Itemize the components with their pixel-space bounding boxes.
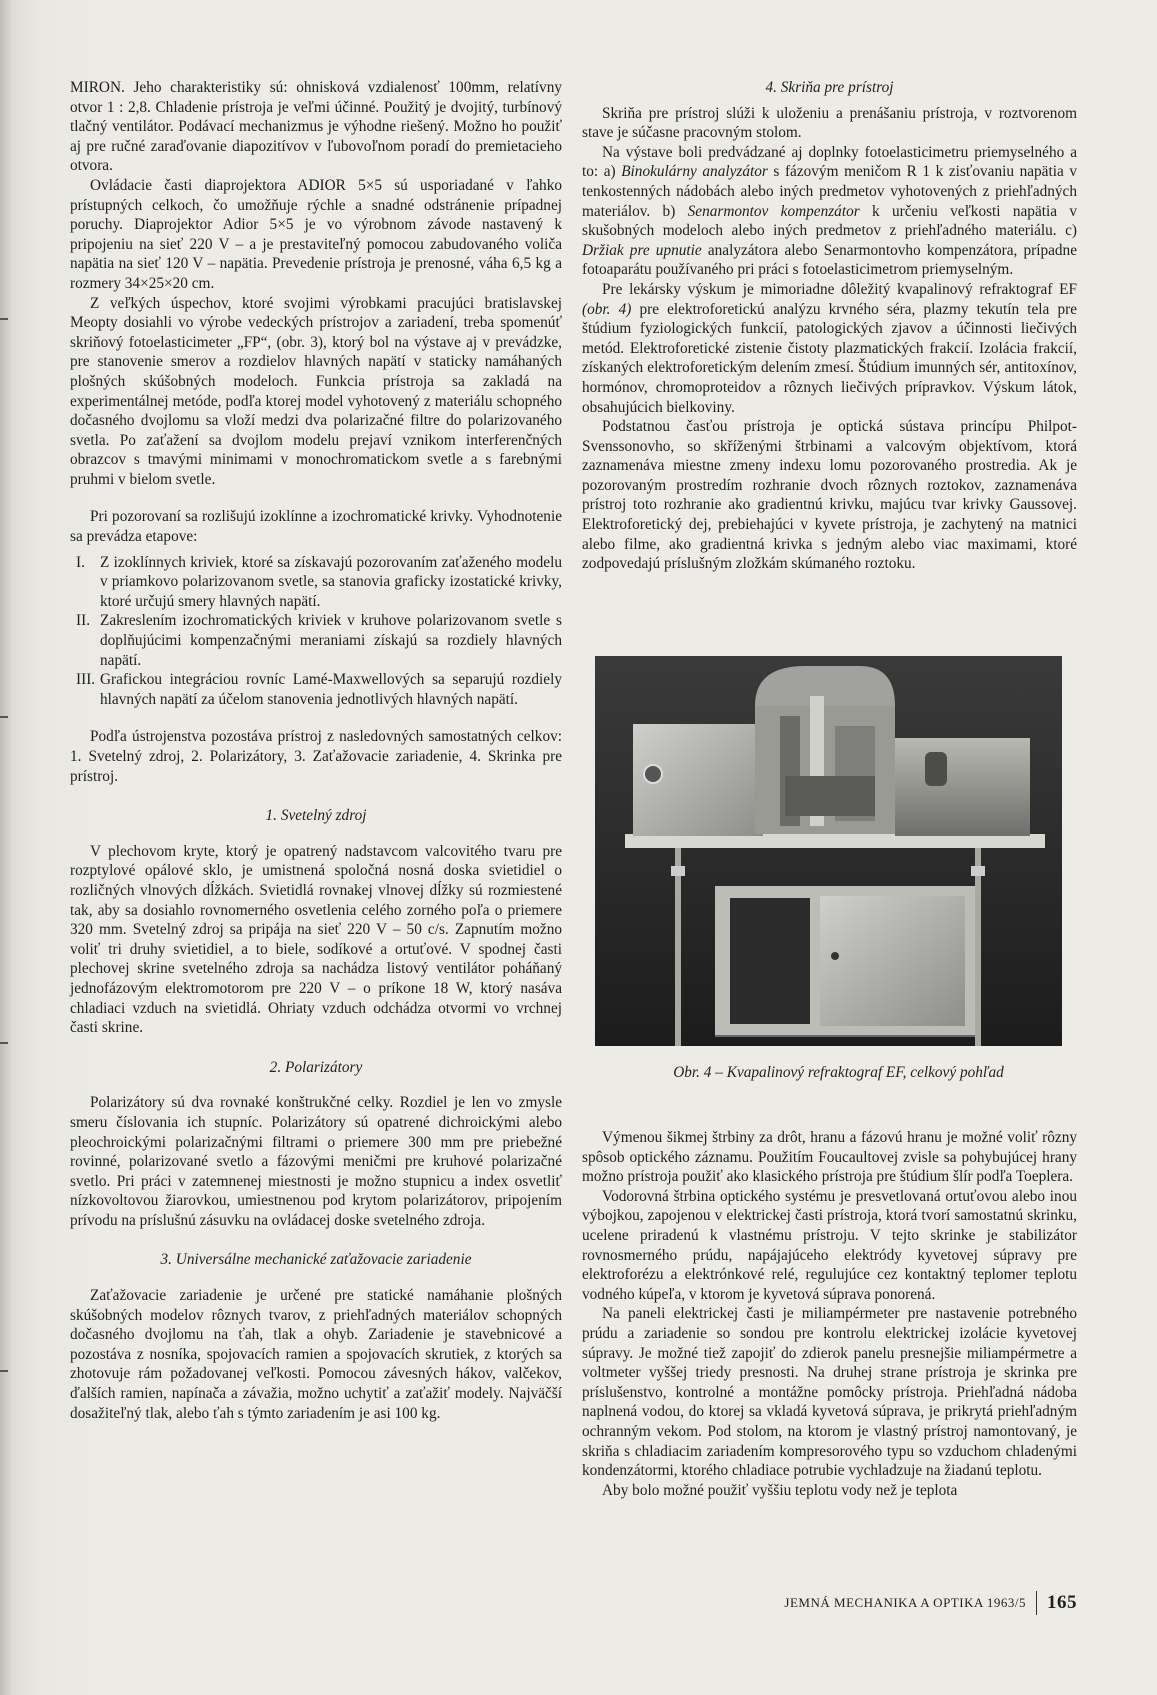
binding-shadow bbox=[0, 0, 14, 1695]
paragraph: Skriňa pre prístroj slúži k uloženiu a prenášaniu prístroja, v roztvorenom stave je súčasne pracovným stolom. bbox=[582, 104, 1077, 142]
margin-mark bbox=[0, 716, 8, 718]
margin-mark bbox=[0, 1042, 8, 1044]
paragraph: Polarizátory sú dva rovnaké konštrukčné celky. Rozdiel je len vo zmysle smeru číslovania ich stupníc. Polarizátory sú opatrené dichroickými alebo pleochroickými polarizačnými filtrami o priemere 300 mm pre priebežné rovinné, polarizované svetlo a fázovými meničmi pre kruhové polarizačné svetlo. Pri práci v zatemnenej miestnosti je možno stupnicu a index osvetliť nízkovoltovou žiarovkou, umiestnenou pod krytom polarizátorov, pripojením prívodu na príslušnú zásuvku na ovládacej doske svetelného zdroja. bbox=[70, 1094, 562, 1229]
paragraph: Výmenou šikmej štrbiny za drôt, hranu a fázovú hranu je možné voliť rôzny spôsob optického záznamu. Použitím Foucaultovej zvisle sa pohybujúcej hrany možno prístroja použiť ako klasického prístroja pre štúdium šlír podľa Toeplera. bbox=[582, 1129, 1077, 1186]
page-footer bbox=[784, 1591, 1077, 1615]
paragraph: Pri pozorovaní sa rozlišujú izoklínne a izochromatické krivky. Vyhodnotenie sa prevádza etapove: bbox=[70, 508, 562, 546]
paragraph: Zaťažovacie zariadenie je určené pre statické namáhanie plošných skúšobných modelov rôznych tvarov, z priehľadných materiálov schopných dočasného dvojlomu na ťah, tlak a ohyb. Zariadenie je stavebnicové a pozostáva z nosníka, spojovacích ramien a spojovacích skrutiek, z ktorých sa zhotovuje rám požadovanej veľkosti. Pomocou závesných hákov, valčekov, ďalších ramien, napínača a závažia, možno uchytiť a zaťažiť modely. Najväčší dosažiteľný tlak, alebo ťah s týmto zariadením je asi 100 kg. bbox=[70, 1287, 562, 1422]
photo-illustration bbox=[595, 656, 1062, 1046]
paragraph: Ovládacie časti diaprojektora ADIOR 5×5 sú usporiadané v ľahko prístupných celkoch, čo umožňuje rýchle a snadné odstránenie prípadnej poruchy. Diaprojektor Adior 5×5 je vo výrobnom závode nastavený k pripojeniu na sieť 220 V – a je prestaviteľný pomocou zabudovaného voliča napätia na sieť 120 V – napätia. Prevedenie prístroja je prenosné, váha 6,5 kg a rozmery 34×25×20 cm. bbox=[70, 176, 562, 292]
paragraph: Z veľkých úspechov, ktoré svojimi výrobkami pracujúci bratislavskej Meopty dosiahli vo výrobe vedeckých prístrojov a zariadení, treba spomenúť skriňový fotoelasticimeter „FP“, (obr. 3), ktorý bol na výstave aj v prevádzke, pre stanovenie smerov a rozdielov hlavných napätí v staticky namáhaných plošných skúšobných modeloch. Funkcia prístroja sa zakladá na experimentálnej metóde, podľa ktorej model vyhotovený z materiálu schopného dočasného dvojlomu sa vloží medzi dva polarizačné filtre do polarizovaného svetla. Po zaťažení sa dvojlom modelu prejaví vznikom interferenčných obrazcov s tmavými minimami v monochromatickom svetle a s farebnými pruhmi v bielom svetle. bbox=[70, 294, 562, 488]
figure-caption: Obr. 4 – Kvapalinový refraktograf EF, celkový pohľad bbox=[673, 1064, 1004, 1081]
paragraph: Aby bolo možné použiť vyššiu teplotu vody než je teplota bbox=[602, 1481, 958, 1499]
section-heading: 1. Svetelný zdroj bbox=[265, 807, 367, 825]
paragraph: Pre lekársky výskum je mimoriadne dôležitý kvapalinový refraktograf EF (obr. 4) pre elektroforetickú analýzu krvného séra, plazmy tekutín tela pre štúdium fyziologických funkcií, patologických zjavov a účinnosti liečivých metód. Elektroforetické zistenie čistoty plazmatických frakcií. Izolácia frakcií, získaných elektroforetickým delením zmesí. Štúdium imunných sér, antitoxínov, hormónov, chromoproteidov a rôznych liečivých prípravkov. Výskum látok, obsahujúcich bielkoviny. bbox=[582, 280, 1077, 416]
left-column bbox=[70, 78, 562, 1423]
right-column bbox=[582, 78, 1077, 574]
margin-mark bbox=[0, 318, 8, 320]
right-column-lower bbox=[582, 1128, 1077, 1500]
journal-name: JEMNÁ MECHANIKA A OPTIKA 1963/5 bbox=[784, 1595, 1026, 1610]
page-number: 165 bbox=[1047, 1592, 1077, 1613]
section-heading: 3. Universálne mechanické zaťažovacie zariadenie bbox=[160, 1251, 472, 1269]
paragraph: Podstatnou časťou prístroja je optická sústava princípu Philpot-Svenssonovho, so skříženými štrbinami a valcovým objektívom, ktorá zaznamenáva miestne zmeny indexu lomu pozorovaného prostredia. Ak je pozorovaným prostredím rozhranie dvoch rôznych roztokov, zaznamenáva prístroj toto rozhranie ako gradientnú krivku, majúcu tvar krivky Gaussovej. Elektroforetický dej, prebiehajúci v kyvete prístroja, je zachytený na matnici alebo filme, ako gradientná krivka s jedným alebo viac maximami, ktoré zodpovedajú príslušným zložkám skúmaného roztoku. bbox=[582, 418, 1077, 573]
paragraph: Na výstave boli predvádzané aj doplnky fotoelasticimetru priemyselného a to: a) Binokulárny analyzátor s fázovým meničom R 1 k zisťovaniu napätia v tenkostenných nádobách alebo iných predmetov vyhotovených z priehľadných materiálov. b) Senarmontov kompenzátor k určeniu veľkosti napätia v skušobných modeloch alebo iných predmetov z priehľadného materiálu. c) Držiak pre upnutie analyzátora alebo Senarmontovho kompenzátora, prípadne fotoaparátu používaného pri práci s fotoelasticimetrom priemyselným. bbox=[582, 143, 1077, 279]
paragraph: Na paneli elektrickej časti je miliampérmeter pre nastavenie potrebného prúdu a zariadenie so sondou pre kontrolu elektrickej izolácie kyvetovej súpravy. Je možné tiež zapojiť do zdierok panelu presnejšie miliampérmetre a voltmeter vyššej triedy presnosti. Na druhej strane prístroja je skrinka pre príslušenstvo, kontrolné a montážne pomôcky prístroja. Priehľadná nádoba naplnená vodou, do ktorej sa vkladá kyvetová súprava, je prikrytá priehľadným ochranným vekom. Pod stolom, na ktorom je vlastný prístroj namontovaný, je skriňa s chladiacim zariadením kompresorového typu so vzduchom chladenými kondenzátormi, ktorého chladiace potrubie vychladzuje na žiadanú teplotu. bbox=[582, 1305, 1077, 1480]
section-heading: 2. Polarizátory bbox=[269, 1058, 363, 1076]
list-item: II. Zakreslením izochromatických kriviek v kruhove polarizovanom svetle s doplňujúcimi kompenzačnými meraniami získajú sa rozdiely hlavných napätí. bbox=[76, 612, 562, 669]
margin-mark bbox=[0, 1370, 8, 1372]
paragraph: V plechovom kryte, ktorý je opatrený nadstavcom valcovitého tvaru pre rozptylové opálové sklo, je umistnená spoločná nosná doska svietidiel o rozličných vlnových dĺžkách. Svietidlá rovnakej vlnovej dĺžky sú rozmiestené tak, aby sa dosiahlo rovnomerného osvetlenia celého zorného poľa o priemere 320 mm. Svetelný zdroj sa pripája na sieť 220 V – 50 c/s. Zapnutím možno voliť tri druhy svietidiel, a to biele, sodíkové a ortuťové. V spodnej časti plechovej skrine svetelného zdroja sa nachádza listový ventilátor poháňaný jednofázovým elektromotorom pre 220 V – o príkone 18 W, ktorý nasáva chladiaci vzduch na svietidlá. Ohriaty vzduch odchádza otvormi vo vrchnej časti skrine. bbox=[70, 842, 562, 1037]
refractograph-photo bbox=[595, 656, 1062, 1046]
stages-list bbox=[70, 553, 562, 710]
section-heading: 4. Skriňa pre prístroj bbox=[765, 79, 894, 96]
paragraph: Podľa ústrojenstva pozostáva prístroj z nasledovných samostatných celkov: 1. Svetelný zdroj, 2. Polarizátory, 3. Zaťažovacie zariadenie, 4. Skrinka pre prístroj. bbox=[70, 728, 562, 785]
footer-divider bbox=[1036, 1591, 1037, 1615]
list-item: I. Z izoklínnych kriviek, ktoré sa získavajú pozorovaním zaťaženého modelu v priamkovo polarizovanom svetle, sa stanovia graficky izostatické krivky, ktoré určujú smery hlavných napätí. bbox=[76, 553, 562, 610]
list-item: III. Grafickou integráciou rovníc Lamé-Maxwellových sa separujú rozdiely hlavných napätí za účelom stanovenia jednotlivých hlavných napätí. bbox=[76, 671, 562, 708]
paragraph: Vodorovná štrbina optického systému je presvetlovaná ortuťovou alebo inou výbojkou, zapojenou v elektrickej časti prístroja, ktorá tvorí samostatnú skrinku, ucelene priradenú k vlastnému prístroju. V tejto skrinke je stabilizátor rovnosmerného prúdu, napájajúceho elektródy kyvetovej súpravy pre elektroforézu a elektrónkové relé, regulujúce cez kontaktný teplomer teplotu vodného kúpeľa, v ktorom je kyvetová súprava ponorená. bbox=[582, 1187, 1077, 1303]
paragraph: MIRON. Jeho charakteristiky sú: ohnisková vzdialenosť 100mm, relatívny otvor 1 : 2,8. Chladenie prístroja je veľmi účinné. Použitý je dvojitý, turbínový tlačný ventilátor. Podávací mechanizmus je výhodne riešený. Možno ho použiť aj pre ručné zaraďovanie diapozitívov v ľubovoľnom poradí do premietacieho otvora. bbox=[70, 79, 562, 175]
